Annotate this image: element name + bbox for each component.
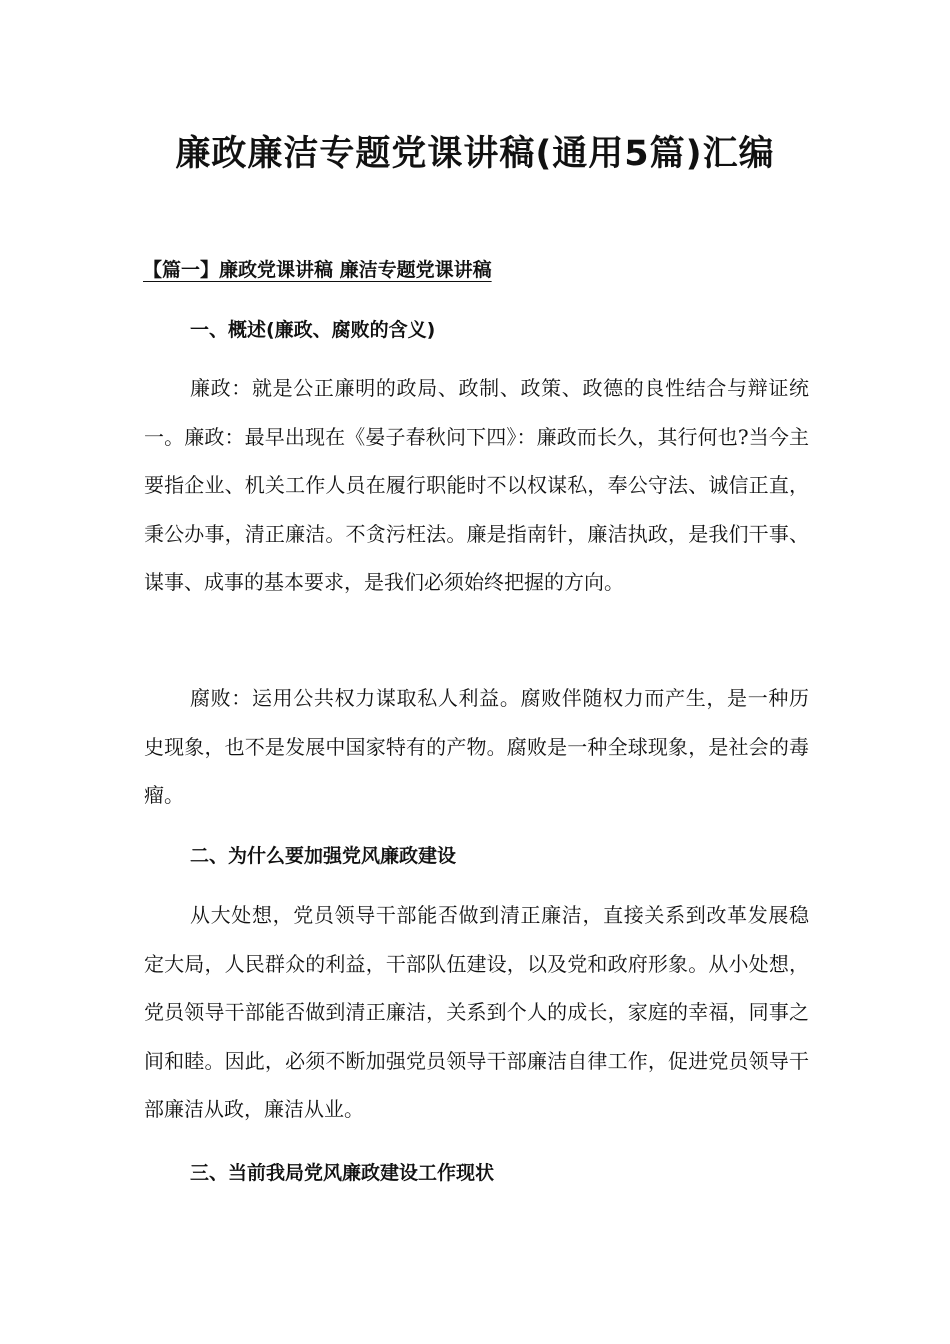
heading-overview: 一、概述(廉政、腐败的含义) — [190, 319, 436, 341]
paragraph-why: 从大处想，党员领导干部能否做到清正廉洁，直接关系到改革发展稳定大局，人民群众的利益，干部队伍建设，以及党和政府形象。从小处想，党员领导干部能否做到清正廉洁，关系到个人的成长，家庭的幸福，同事之间和睦。因此，必须不断加强党员领导干部廉洁自律工作，促进党员领导干部廉洁从政，廉洁从业。 — [144, 903, 809, 1121]
paragraph-lianzheng: 廉政：就是公正廉明的政局、政制、政策、政德的良性结合与辩证统一。廉政：最早出现在《晏子春秋问下四》：廉政而长久，其行何也?当今主要指企业、机关工作人员在履行职能时不以权谋私，奉公守法、诚信正直，秉公办事，清正廉洁。不贪污枉法。廉是指南针，廉洁执政，是我们干事、谋事、成事的基本要求，是我们必须始终把握的方向。 — [144, 376, 809, 594]
paragraph-fubai: 腐败：运用公共权力谋取私人利益。腐败伴随权力而产生，是一种历史现象，也不是发展中国家特有的产物。腐败是一种全球现象，是社会的毒瘤。 — [144, 686, 809, 807]
heading-status: 三、当前我局党风廉政建设工作现状 — [190, 1162, 495, 1184]
document-title: 廉政廉洁专题党课讲稿(通用5篇)汇编 — [175, 134, 775, 174]
part-heading: 【篇一】廉政党课讲稿 廉洁专题党课讲稿 — [143, 259, 492, 281]
heading-why: 二、为什么要加强党风廉政建设 — [190, 845, 457, 867]
